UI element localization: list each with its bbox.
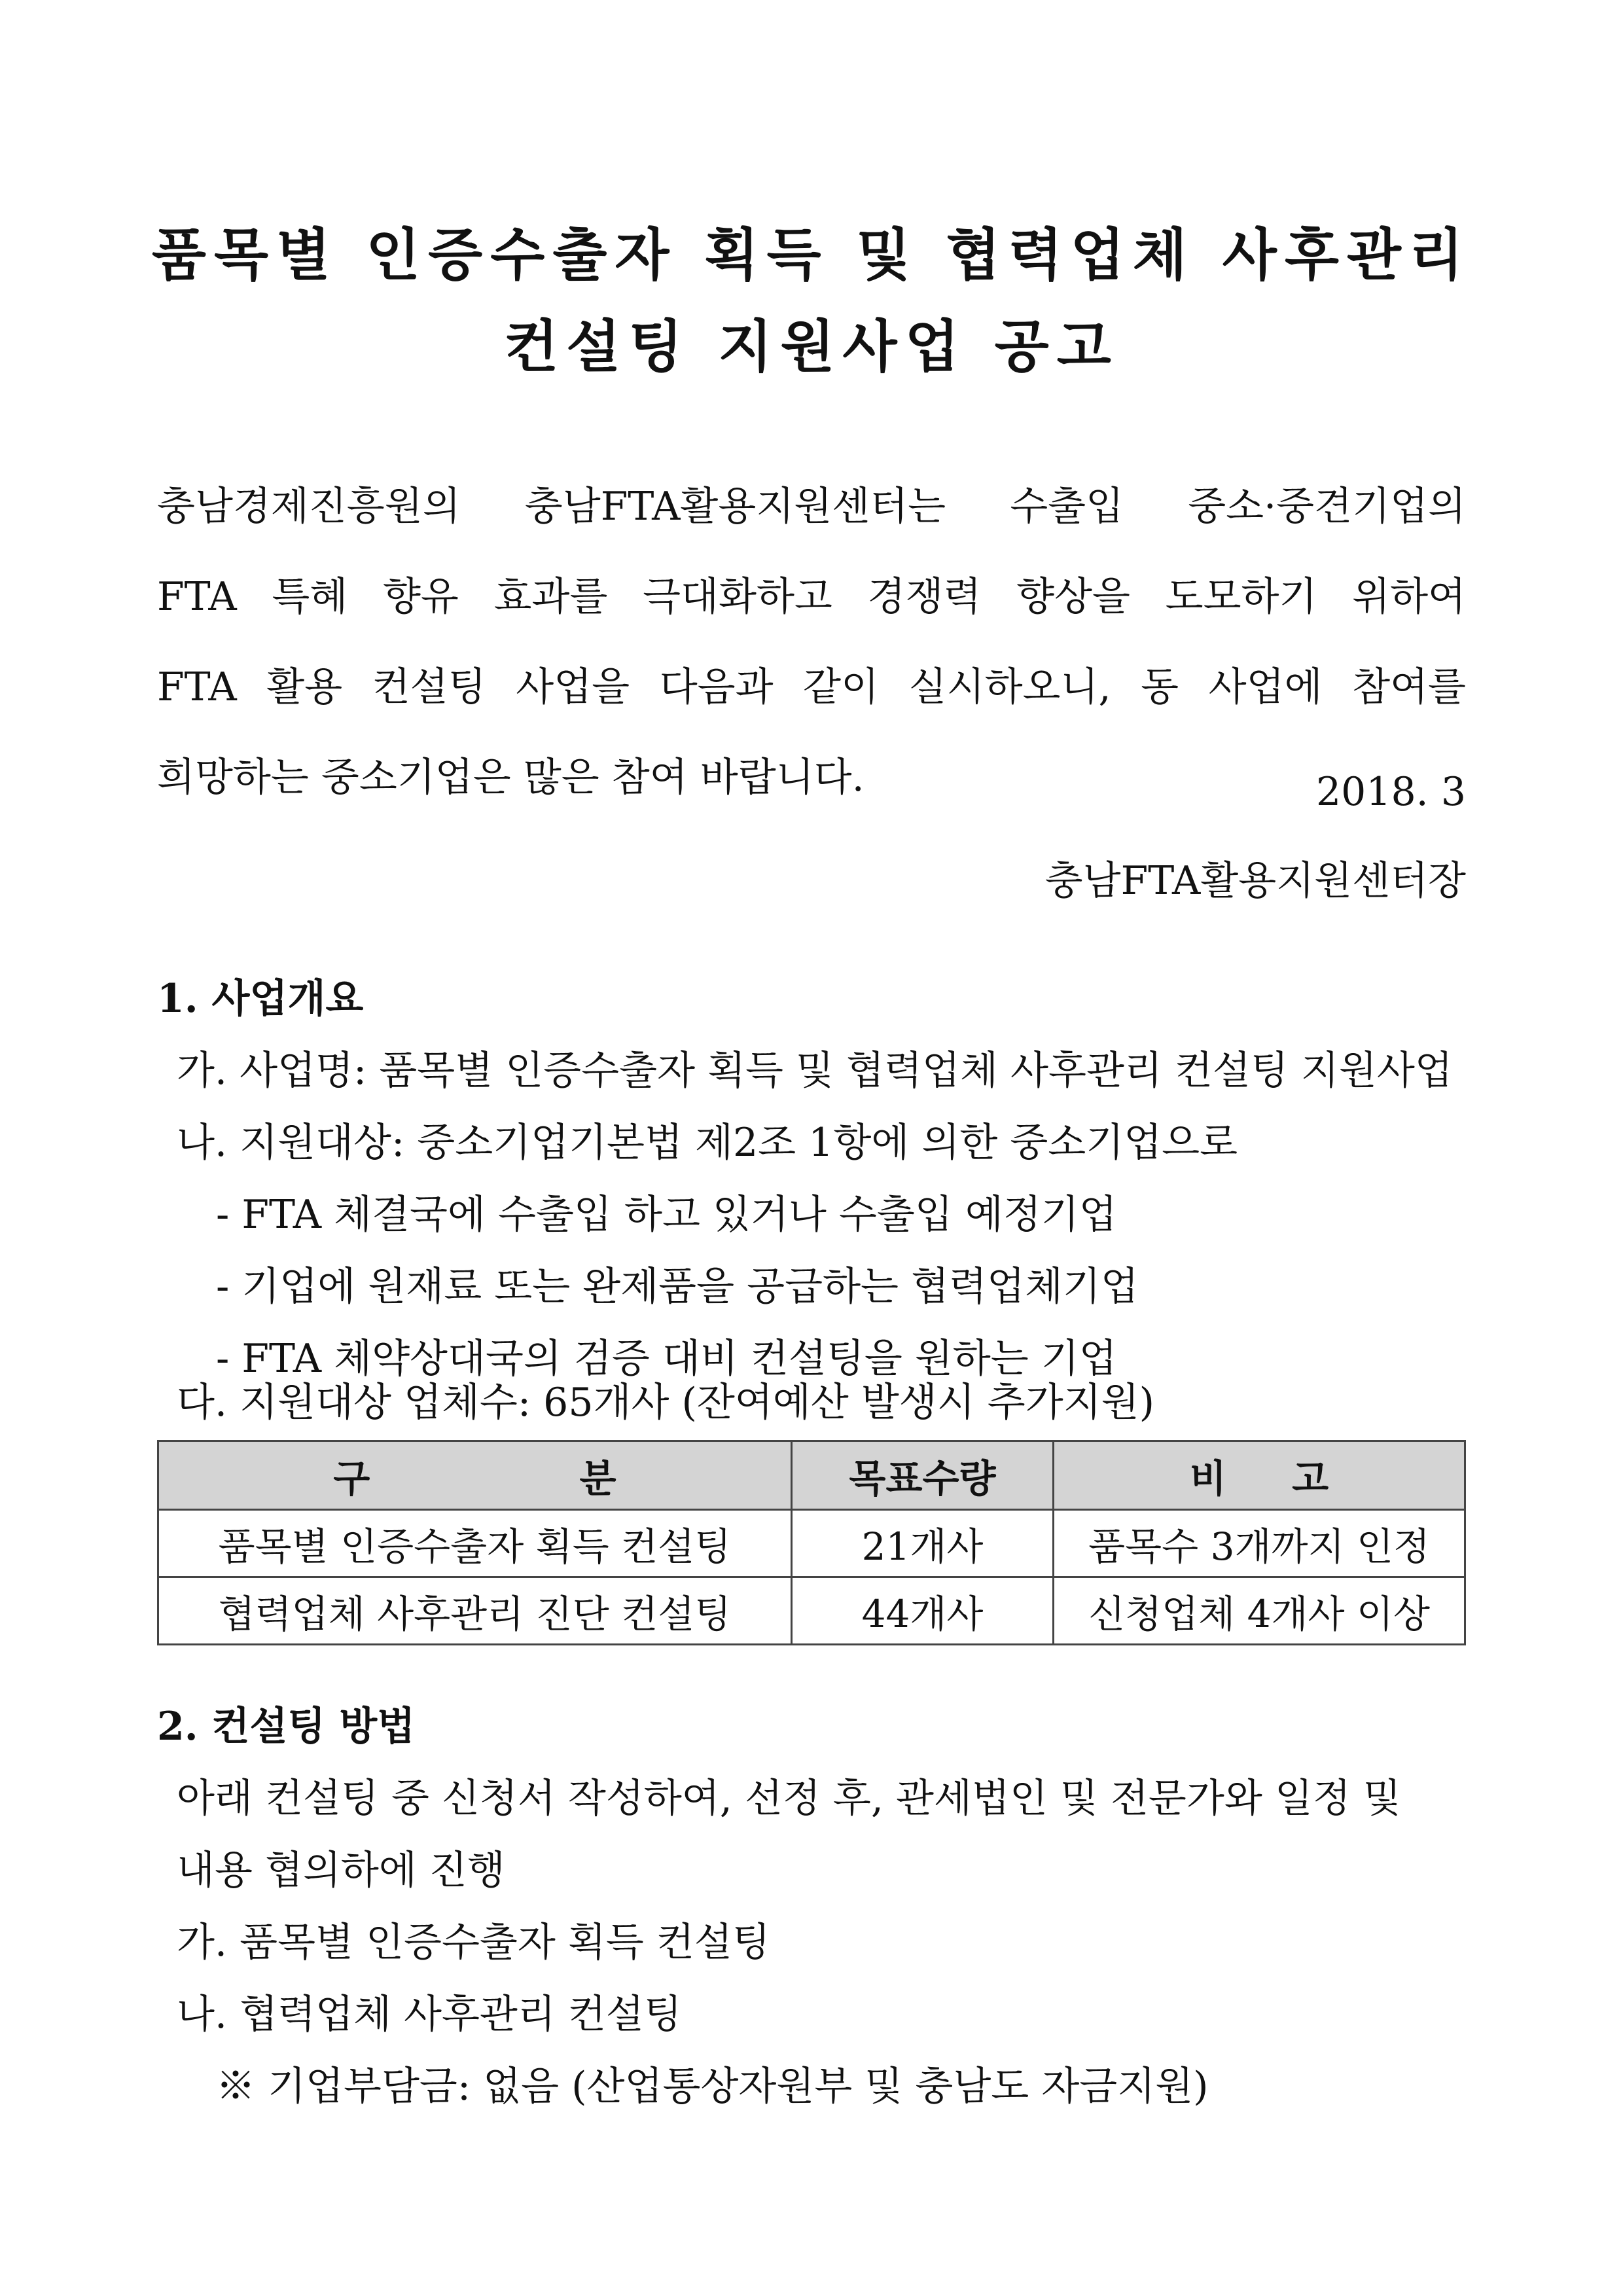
intro-line: FTA 활용 컨설팅 사업을 다음과 같이 실시하오니, 동 사업에 참여를 [157,664,1466,710]
section-1-subitem: - 기업에 원재료 또는 완제품을 공급하는 협력업체기업 [216,1264,1139,1310]
section-2-line: 내용 협의하에 진행 [177,1848,505,1893]
section-1-heading: 1. 사업개요 [157,976,364,1022]
table-cell: 협력업체 사후관리 진단 컨설팅 [158,1577,792,1645]
table-header: 비 고 [1054,1441,1465,1510]
table-cell: 신청업체 4개사 이상 [1054,1577,1465,1645]
funding-note: ※ 기업부담금: 없음 (산업통상자원부 및 충남도 자금지원) [216,2064,1209,2109]
table-header: 구 분 [158,1441,792,1510]
section-2-line: 아래 컨설팅 중 신청서 작성하여, 선정 후, 관세법인 및 전문가와 일정 및 [177,1776,1401,1821]
section-2-heading: 2. 컨설팅 방법 [157,1704,416,1749]
intro-line: FTA 특혜 향유 효과를 극대화하고 경쟁력 향상을 도모하기 위하여 [157,574,1466,620]
section-1-item: 가. 사업명: 품목별 인증수출자 획득 및 협력업체 사후관리 컨설팅 지원사업 [177,1048,1453,1094]
title-line-2: 컨설팅 지원사업 공고 [504,314,1119,380]
title-line-1: 품목별 인증수출자 획득 및 협력업체 사후관리 [151,222,1472,288]
table-header-row [158,1441,1465,1510]
section-2-item: 나. 협력업체 사후관리 컨설팅 [177,1992,682,2037]
table-row [158,1577,1465,1645]
table-cell: 21개사 [791,1510,1053,1577]
intro-line: 충남경제진흥원의 충남FTA활용지원센터는 수출입 중소·중견기업의 [157,484,1466,529]
section-1-subitem: - FTA 체약상대국의 검증 대비 컨설팅을 원하는 기업 [216,1336,1117,1382]
table-cell: 44개사 [791,1577,1053,1645]
table-header: 목표수량 [791,1441,1053,1510]
target-table [157,1440,1466,1645]
announcement-date: 2018. 3 [1315,769,1466,815]
intro-paragraph [157,461,1466,823]
section-2-item: 가. 품목별 인증수출자 획득 컨설팅 [177,1920,770,1965]
section-1-item: 다. 지원대상 업체수: 65개사 (잔여예산 발생시 추가지원) [177,1380,1155,1426]
signer: 충남FTA활용지원센터장 [1044,858,1466,904]
table-cell: 품목수 3개까지 인정 [1054,1510,1465,1577]
section-1-subitem: - FTA 체결국에 수출입 하고 있거나 수출입 예정기업 [216,1192,1117,1238]
intro-line: 희망하는 중소기업은 많은 참여 바랍니다. [157,755,865,800]
section-1-item: 나. 지원대상: 중소기업기본법 제2조 1항에 의한 중소기업으로 [177,1120,1238,1166]
table-cell: 품목별 인증수출자 획득 컨설팅 [158,1510,792,1577]
table-row [158,1510,1465,1577]
